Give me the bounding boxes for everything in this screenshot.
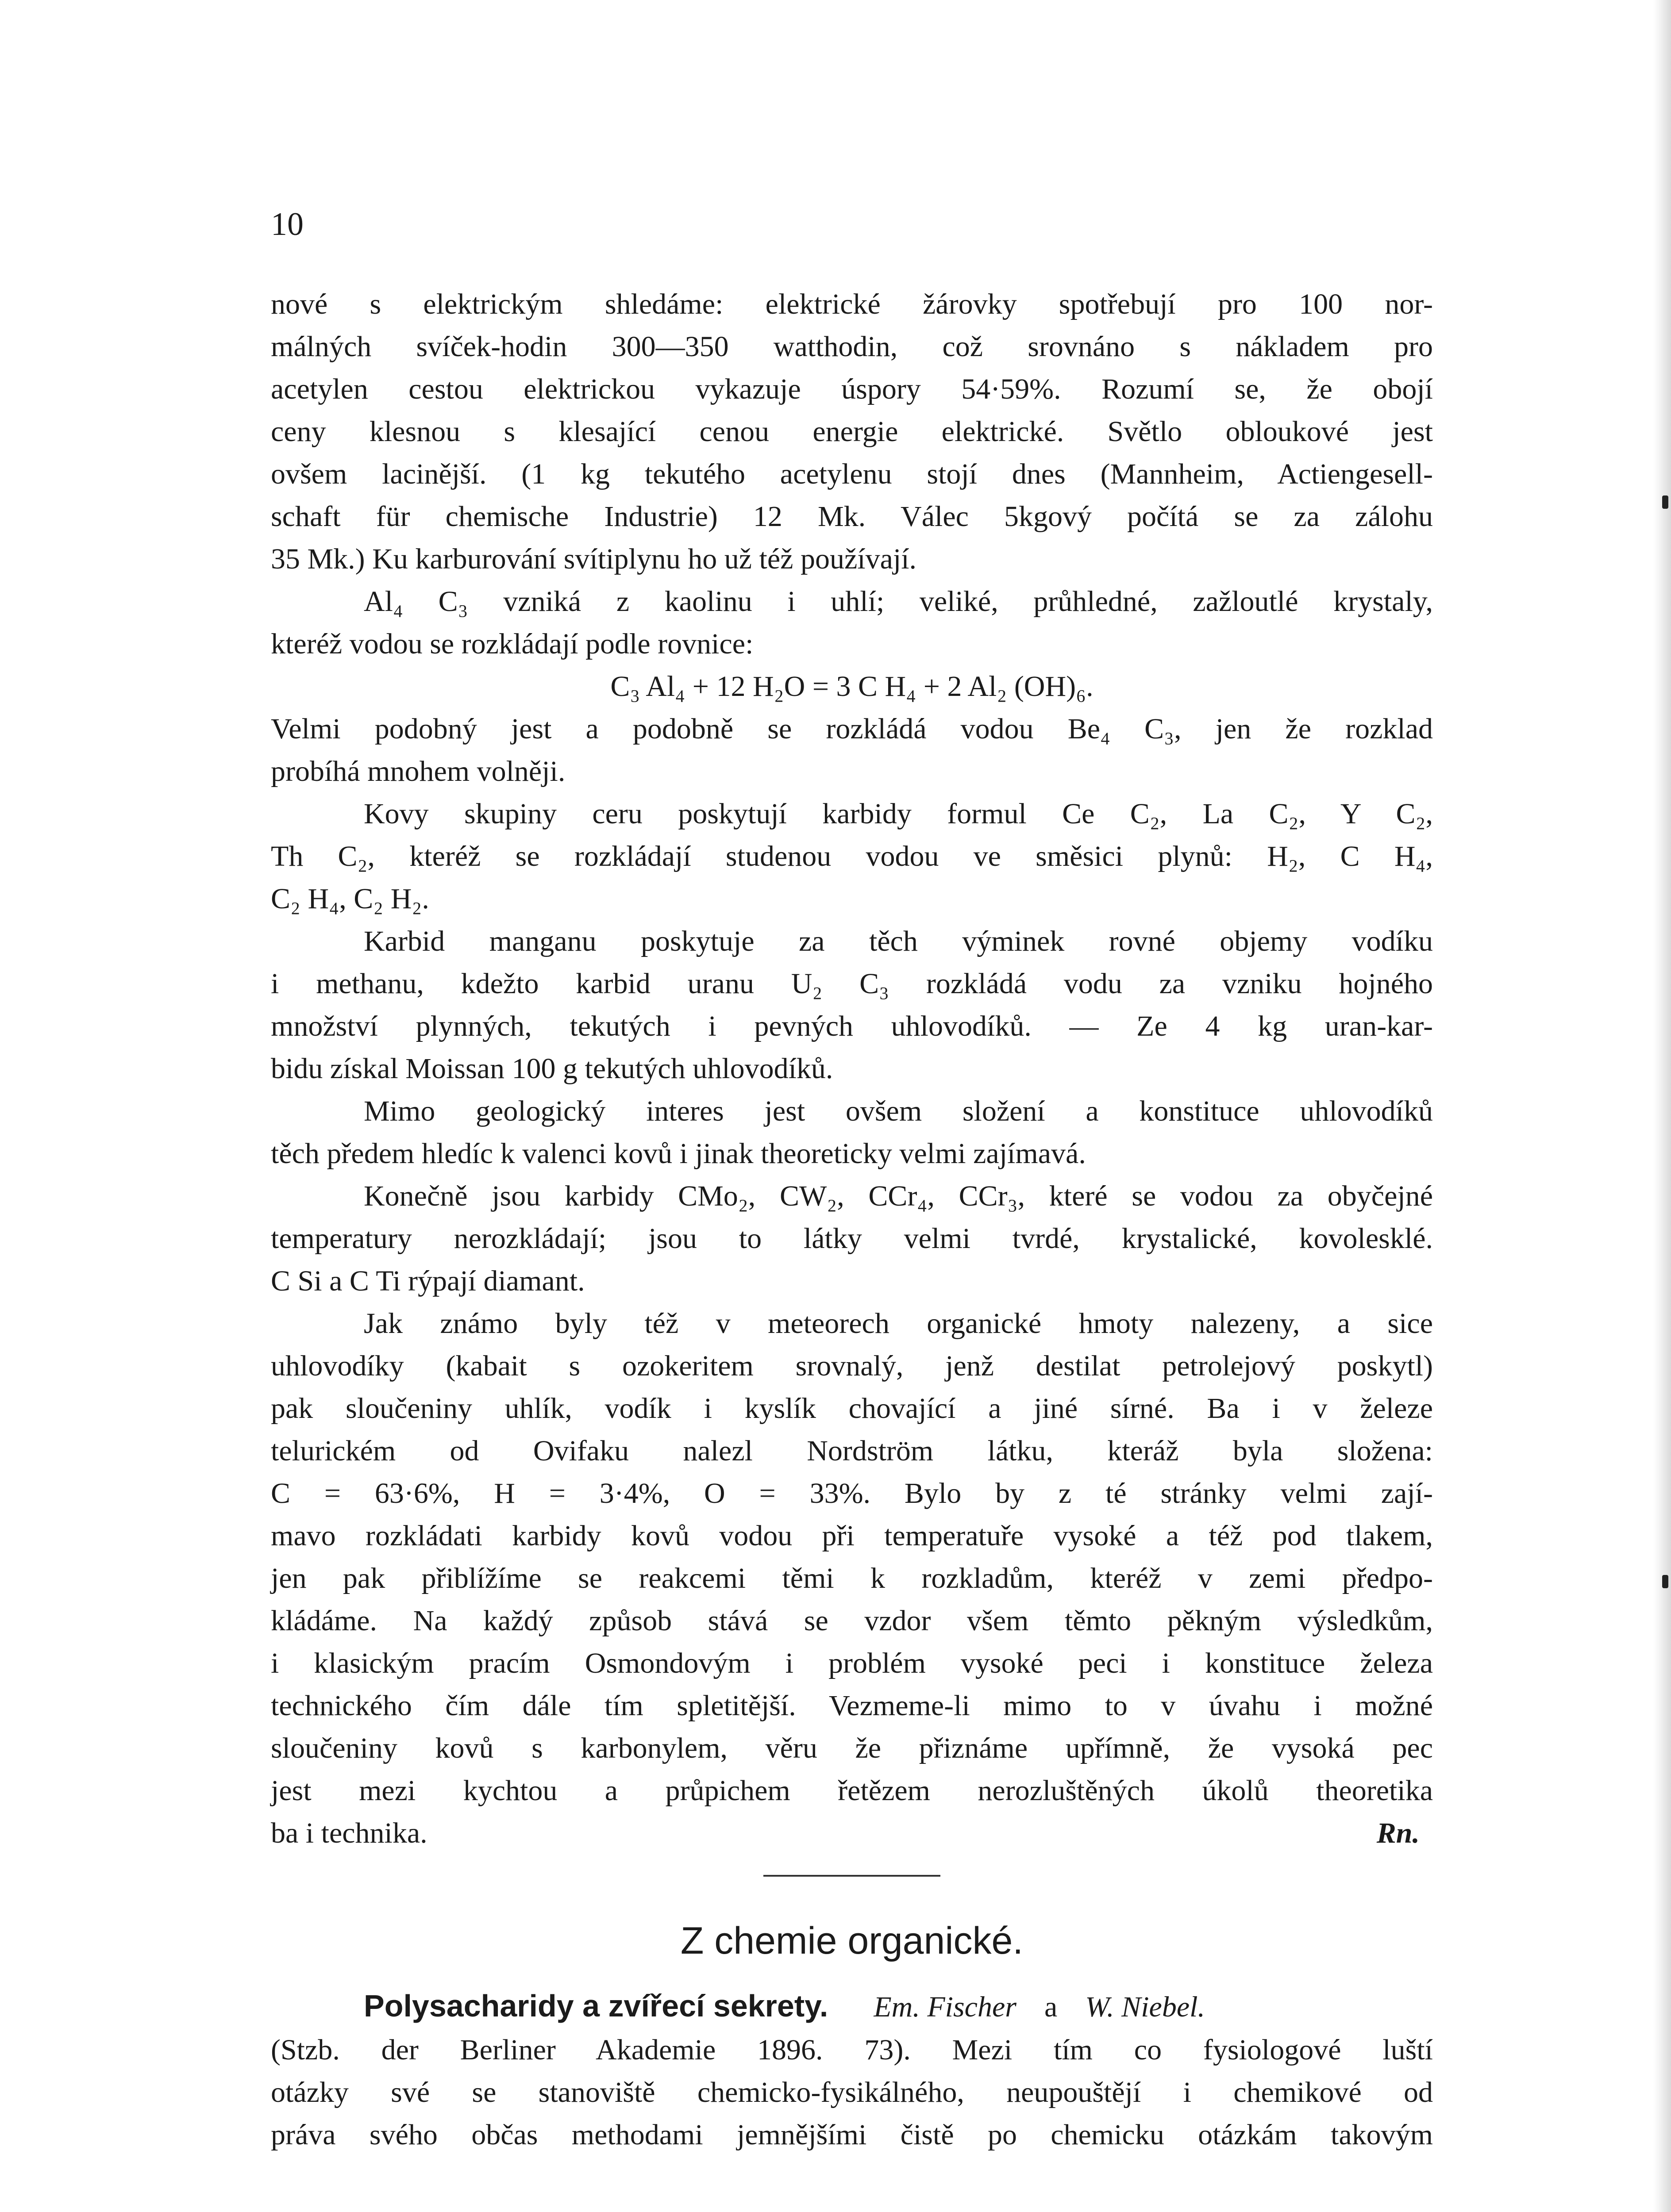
paragraph bbox=[271, 793, 1433, 920]
text-line: těch předem hledíc k valenci kovů i jinak theoreticky velmi zajímavá. bbox=[271, 1137, 1086, 1170]
section-divider bbox=[763, 1875, 940, 1877]
text-line: jest mezi kychtou a průpichem řetězem nerozluštěných úkolů theoretika bbox=[271, 1774, 1433, 1807]
paragraph bbox=[271, 920, 1433, 1090]
text-line: i klasickým pracím Osmondovým i problém vysoké peci i konstituce železa bbox=[271, 1647, 1433, 1679]
text-line: 35 Mk.) Ku karburování svítiplynu ho už též používají. bbox=[271, 543, 917, 575]
text-line: telurickém od Ovifaku nalezl Nordström látku, kteráž byla složena: bbox=[271, 1435, 1433, 1467]
text-line: pak sloučeniny uhlík, vodík i kyslík chovající a jiné sírné. Ba i v železe bbox=[271, 1392, 1433, 1425]
text-line: schaft für chemische Industrie) 12 Mk. Válec 5kgový počítá se za zálohu bbox=[271, 500, 1433, 533]
chemical-equation: C₃ Al₄ + 12 H₂O = 3 C H₄ + 2 Al₂ (OH)₆. bbox=[610, 670, 1093, 703]
paragraph bbox=[271, 1090, 1433, 1175]
text-line: kládáme. Na každý způsob stává se vzdor všem těmto pěkným výsledkům, bbox=[271, 1605, 1433, 1637]
text-line: Jak známo byly též v meteorech organické hmoty nalezeny, a sice bbox=[364, 1307, 1433, 1340]
paragraph bbox=[271, 1302, 1433, 1855]
text-line: C₂ H₄, C₂ H₂. bbox=[271, 883, 429, 915]
text-line: Mimo geologický interes jest ovšem složení a konstituce uhlovodíků bbox=[364, 1095, 1433, 1127]
text-line: Karbid manganu poskytuje za těch výminek rovné objemy vodíku bbox=[364, 925, 1433, 957]
text-line: ovšem lacinější. (1 kg tekutého acetylenu stojí dnes (Mannheim, Actiengesell- bbox=[271, 458, 1433, 490]
article-title-line bbox=[271, 1983, 1433, 2029]
text-line: (Stzb. der Berliner Akademie 1896. 73). Mezi tím co fysiologové luští bbox=[271, 2034, 1433, 2066]
article bbox=[271, 1983, 1433, 2156]
text-line: ba i technika. bbox=[271, 1817, 427, 1849]
text-line: kteréž vodou se rozkládají podle rovnice: bbox=[271, 628, 754, 660]
text-line: C = 63·6%, H = 3·4%, O = 33%. Bylo by z té stránky velmi zají- bbox=[271, 1477, 1433, 1509]
scan-edge-shadow bbox=[1653, 0, 1671, 2212]
text-line: uhlovodíky (kabait s ozokeritem srovnalý, jenž destilat petrolejový poskytl) bbox=[271, 1350, 1433, 1382]
article-conjunction: a bbox=[1044, 1991, 1058, 2023]
article-author: W. Niebel. bbox=[1085, 1991, 1205, 2023]
section-heading: Z chemie organické. bbox=[680, 1920, 1024, 1962]
text-line: i methanu, kdežto karbid uranu U₂ C₃ rozkládá vodu za vzniku hojného bbox=[271, 968, 1433, 1000]
text-line: ceny klesnou s klesající cenou energie elektrické. Světlo obloukové jest bbox=[271, 415, 1433, 448]
text-line: C Si a C Ti rýpají diamant. bbox=[271, 1265, 585, 1297]
text-line: sloučeniny kovů s karbonylem, věru že přiznáme upřímně, že vysoká pec bbox=[271, 1732, 1433, 1764]
text-line: Al₄ C₃ vzniká z kaolinu i uhlí; veliké, průhledné, zažloutlé krystaly, bbox=[364, 585, 1433, 618]
text-line: probíhá mnohem volněji. bbox=[271, 755, 566, 787]
text-line: bidu získal Moissan 100 g tekutých uhlovodíků. bbox=[271, 1052, 833, 1085]
text-line: mavo rozkládati karbidy kovů vodou při temperatuře vysoké a též pod tlakem, bbox=[271, 1520, 1433, 1552]
text-line: Konečně jsou karbidy CMo₂, CW₂, CCr₄, CCr₃, které se vodou za obyčejné bbox=[364, 1180, 1433, 1212]
text-line: technického čím dále tím spletitější. Vezmeme-li mimo to v úvahu i možné bbox=[271, 1690, 1433, 1722]
article-title: Polysacharidy a zvířecí sekrety. bbox=[364, 1989, 828, 2023]
paragraph bbox=[271, 708, 1433, 793]
text-line: jen pak přiblížíme se reakcemi těmi k rozkladům, kteréž v zemi předpo- bbox=[271, 1562, 1433, 1594]
text-line-with-signature bbox=[271, 1812, 1433, 1855]
text-column bbox=[271, 283, 1433, 2156]
paragraph bbox=[271, 580, 1433, 665]
text-line: nové s elektrickým shledáme: elektrické žárovky spotřebují pro 100 nor- bbox=[271, 288, 1433, 320]
paragraph bbox=[271, 283, 1433, 580]
text-line: množství plynných, tekutých i pevných uhlovodíků. — Ze 4 kg uran-kar- bbox=[271, 1010, 1433, 1042]
text-line: Velmi podobný jest a podobně se rozkládá vodou Be₄ C₃, jen že rozklad bbox=[271, 713, 1433, 745]
author-initials: Rn. bbox=[1376, 1817, 1420, 1849]
text-line: otázky své se stanoviště chemicko-fysikálného, neupouštějí i chemikové od bbox=[271, 2076, 1433, 2108]
page-number: 10 bbox=[271, 206, 304, 242]
scan-edge-mark bbox=[1662, 1575, 1668, 1588]
scan-edge-mark bbox=[1662, 495, 1668, 509]
text-line: práva svého občas methodami jemnějšími čistě po chemicku otázkám takovým bbox=[271, 2119, 1433, 2151]
text-line: Kovy skupiny ceru poskytují karbidy formul Ce C₂, La C₂, Y C₂, bbox=[364, 798, 1433, 830]
paragraph bbox=[271, 1175, 1433, 1302]
text-line: Th C₂, kteréž se rozkládají studenou vodou ve směsici plynů: H₂, C H₄, bbox=[271, 840, 1433, 872]
article-author: Em. Fischer bbox=[874, 1991, 1016, 2023]
text-line: acetylen cestou elektrickou vykazuje úspory 54·59%. Rozumí se, že obojí bbox=[271, 373, 1433, 405]
text-line: temperatury nerozkládají; jsou to látky velmi tvrdé, krystalické, kovolesklé. bbox=[271, 1222, 1433, 1255]
text-line: málných svíček-hodin 300—350 watthodin, což srovnáno s nákladem pro bbox=[271, 330, 1433, 363]
